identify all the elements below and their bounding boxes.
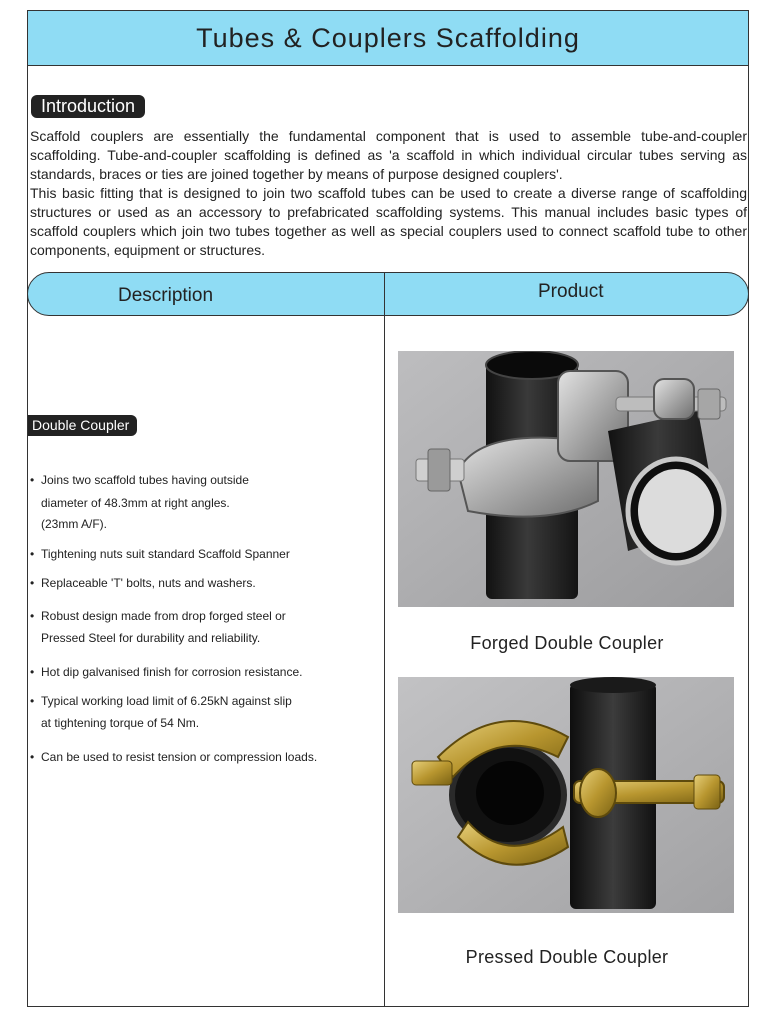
bullet-dot: • — [30, 576, 35, 590]
bullet-dot: • — [30, 665, 35, 679]
pressed-double-coupler-image — [398, 677, 734, 913]
feature-text: Tightening nuts suit standard Scaffold Spanner — [41, 547, 290, 561]
header-description: Description — [118, 285, 214, 306]
bullet-dot: • — [30, 473, 35, 487]
feature-item — [30, 661, 370, 683]
bullet-dot: • — [30, 609, 35, 623]
page-title: Tubes & Couplers Scaffolding — [196, 22, 580, 53]
introduction-paragraph-1: Scaffold couplers are essentially the fundamental component that is used to assemble tube-and-coupler scaffolding. Tube-and-coupler scaffolding is defined as 'a scaffold in which individual circular tubes serving as standards, braces or ties are joined together by means of purpose designed couplers'. — [30, 128, 747, 182]
feature-text: Pressed Steel for durability and reliability. — [41, 631, 261, 645]
introduction-text — [30, 127, 747, 260]
title-bar — [27, 10, 749, 66]
feature-text: at tightening torque of 54 Nm. — [41, 716, 200, 730]
header-product: Product — [538, 281, 604, 302]
feature-text: Can be used to resist tension or compression loads. — [41, 750, 318, 764]
feature-item — [30, 690, 370, 734]
feature-item — [30, 605, 370, 649]
feature-item — [30, 746, 370, 768]
product-name-tag: Double Coupler — [28, 415, 137, 436]
bullet-dot: • — [30, 547, 35, 561]
feature-text: (23mm A/F). — [41, 517, 108, 531]
feature-text: Robust design made from drop forged steel or — [41, 609, 286, 623]
feature-text: diameter of 48.3mm at right angles. — [41, 496, 230, 510]
feature-item — [30, 572, 370, 594]
pressed-double-coupler-caption: Pressed Double Coupler — [465, 947, 669, 967]
forged-double-coupler-caption: Forged Double Coupler — [470, 633, 664, 653]
feature-item — [30, 469, 370, 533]
introduction-paragraph-2: This basic fitting that is designed to join two scaffold tubes can be used to create a diverse range of scaffolding structures or used as an accessory to prefabricated scaffolding systems. This manual includes basic types of scaffold couplers which join two tubes together as well as special couplers used to connect scaffold tube to other components, equipment or structures. — [30, 185, 747, 258]
table-header — [27, 272, 749, 316]
column-divider — [384, 272, 385, 1007]
feature-text: Replaceable 'T' bolts, nuts and washers. — [41, 576, 256, 590]
feature-text: Hot dip galvanised finish for corrosion resistance. — [41, 665, 303, 679]
bullet-dot: • — [30, 694, 35, 708]
introduction-heading: Introduction — [31, 95, 145, 118]
forged-double-coupler-image — [398, 351, 734, 607]
feature-text: Joins two scaffold tubes having outside — [41, 473, 249, 487]
feature-text: Typical working load limit of 6.25kN against slip — [41, 694, 292, 708]
feature-item — [30, 543, 370, 565]
bullet-dot: • — [30, 750, 35, 764]
